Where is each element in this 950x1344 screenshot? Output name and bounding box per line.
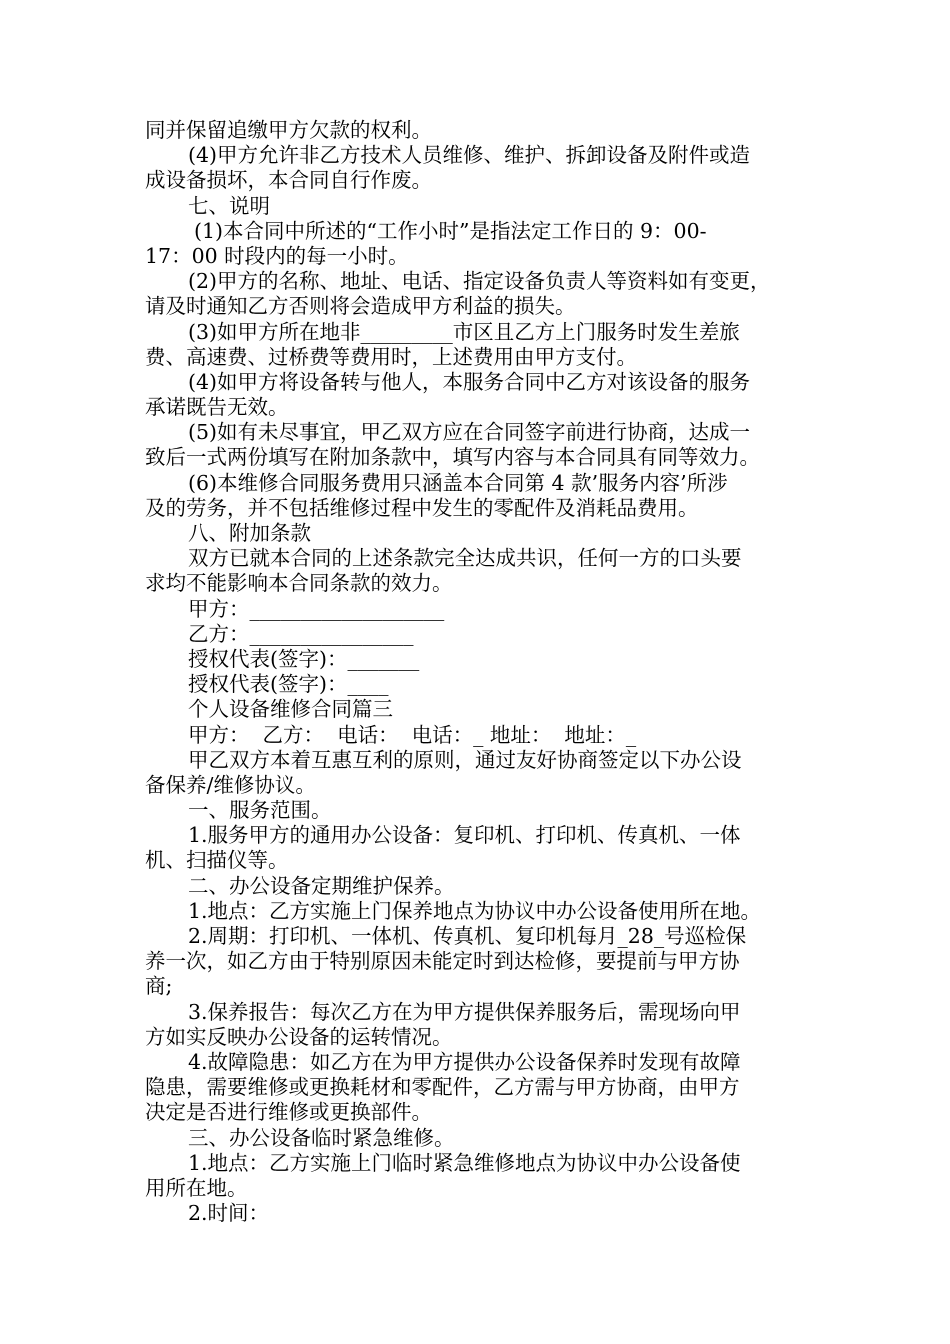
text-line: 请及时通知乙方否则将会造成甲方利益的损失。 xyxy=(145,294,576,319)
text-line: 同并保留追缴甲方欠款的权利。 xyxy=(145,118,432,142)
text-line: 承诺既告无效。 xyxy=(145,395,289,420)
text-line: 隐患，需要维修或更换耗材和零配件，乙方需与甲方协商，由甲方 xyxy=(145,1075,740,1100)
text-line: 备保养/维修协议。 xyxy=(145,772,316,797)
text-line: 甲乙双方本着互惠互利的原则，通过友好协商签定以下办公设 xyxy=(188,747,742,772)
document-page xyxy=(145,118,813,1226)
text-line: (4)如甲方将设备转与他人，本服务合同中乙方对该设备的服务 xyxy=(188,369,751,394)
text-line: 甲方： 乙方： 电话： 电话：_ 地址： 地址：_ xyxy=(188,722,637,747)
text-line: (2)甲方的名称、地址、电话、指定设备负责人等资料如有变更， xyxy=(188,269,771,294)
text-line: 授权代表(签字)：_______ xyxy=(188,646,420,671)
text-line: 4.故障隐患：如乙方在为甲方提供办公设备保养时发现有故障 xyxy=(188,1049,741,1074)
text-line: 授权代表(签字)：____ xyxy=(188,672,389,697)
text-line: 商; xyxy=(145,974,173,999)
text-line: 双方已就本合同的上述条款完全达成共识，任何一方的口头要 xyxy=(188,546,742,571)
text-line: 及的劳务，并不包括维修过程中发生的零配件及消耗品费用。 xyxy=(145,495,699,520)
text-line: 3.保养报告：每次乙方在为甲方提供保养服务后，需现场向甲 xyxy=(188,999,741,1024)
text-line: 17：00 时段内的每一小时。 xyxy=(145,243,409,268)
text-line: 二、办公设备定期维护保养。 xyxy=(188,873,455,898)
text-line: 1.地点：乙方实施上门临时紧急维修地点为协议中办公设备使 xyxy=(188,1150,741,1175)
text-line: 乙方：________________ xyxy=(188,621,414,646)
text-line: 致后一式两份填写在附加条款中，填写内容与本合同具有同等效力。 xyxy=(145,445,760,470)
text-line: 养一次，如乙方由于特别原因未能定时到达检修，要提前与甲方协 xyxy=(145,949,740,974)
text-line: 三、办公设备临时紧急维修。 xyxy=(188,1125,455,1150)
text-line: 费、高速费、过桥费等费用时，上述费用由甲方支付。 xyxy=(145,344,637,369)
text-line: 八、附加条款 xyxy=(188,521,311,545)
text-line: 决定是否进行维修或更换部件。 xyxy=(145,1100,432,1125)
text-line: 甲方：___________________ xyxy=(188,596,445,621)
text-line: (5)如有未尽事宜，甲乙双方应在合同签字前进行协商，达成一 xyxy=(188,420,751,445)
text-line: 用所在地。 xyxy=(145,1175,248,1200)
text-line: 1.地点：乙方实施上门保养地点为协议中办公设备使用所在地。 xyxy=(188,898,762,923)
text-line: (3)如甲方所在地非_________市区且乙方上门服务时发生差旅 xyxy=(188,319,740,344)
text-line: 成设备损坏，本合同自行作废。 xyxy=(145,168,432,193)
text-line: 个人设备维修合同篇三 xyxy=(188,697,393,722)
text-line: 方如实反映办公设备的运转情况。 xyxy=(145,1024,453,1049)
text-line: 求均不能影响本合同条款的效力。 xyxy=(145,571,453,596)
text-line: 机、扫描仪等。 xyxy=(145,848,289,873)
text-line: 1.服务甲方的通用办公设备：复印机、打印机、传真机、一体 xyxy=(188,823,741,848)
text-line: 2.周期：打印机、一体机、传真机、复印机每月_28_号巡检保 xyxy=(188,924,747,948)
text-line: 一、服务范围。 xyxy=(188,798,332,823)
text-line: 七、说明 xyxy=(188,193,270,218)
text-line: (1)本合同中所述的“工作小时”是指法定工作日的 9：00- xyxy=(194,218,707,243)
text-line: (4)甲方允许非乙方技术人员维修、维护、拆卸设备及附件或造 xyxy=(188,143,751,168)
text-line: (6)本维修合同服务费用只涵盖本合同第 4 款’服务内容’所涉 xyxy=(188,470,728,495)
text-line: 2.时间： xyxy=(188,1201,270,1226)
